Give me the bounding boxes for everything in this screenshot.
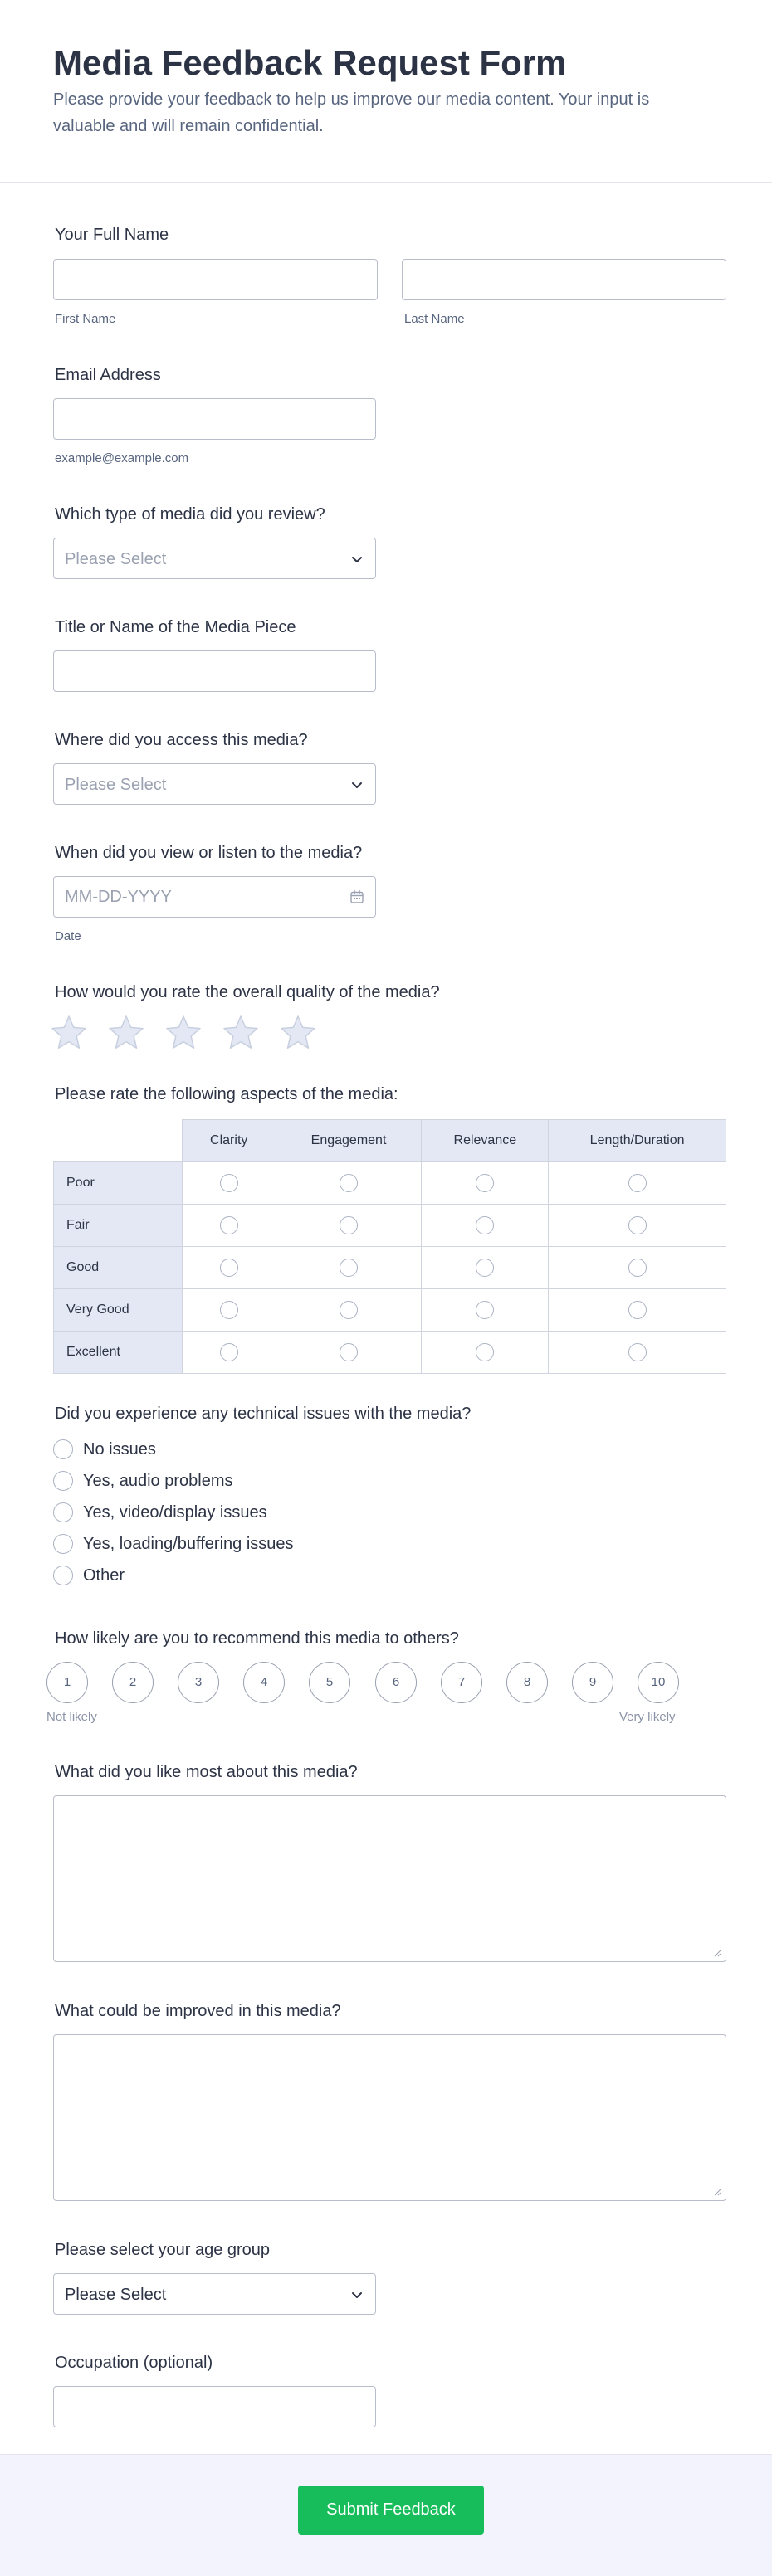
option-label: Yes, audio problems <box>83 1471 233 1490</box>
radio-button[interactable] <box>53 1534 73 1554</box>
scale-option[interactable]: 7 <box>441 1662 482 1703</box>
aspects-matrix <box>53 1119 726 1374</box>
improve-label: What could be improved in this media? <box>55 2002 341 2020</box>
matrix-radio[interactable] <box>220 1174 238 1192</box>
matrix-row-header: Excellent <box>54 1332 183 1374</box>
matrix-radio[interactable] <box>476 1259 494 1277</box>
media-type-select[interactable] <box>53 538 376 579</box>
scale-option[interactable]: 6 <box>375 1662 417 1703</box>
liked-field <box>53 1795 726 1962</box>
improve-field <box>53 2034 726 2201</box>
resize-handle-icon[interactable] <box>713 1949 721 1957</box>
access-value: Please Select <box>65 776 167 794</box>
radio-button[interactable] <box>53 1471 73 1491</box>
matrix-row-header: Very Good <box>54 1289 183 1332</box>
star-icon[interactable] <box>50 1014 88 1052</box>
star-icon[interactable] <box>222 1014 260 1052</box>
issue-option[interactable] <box>53 1560 468 1591</box>
matrix-radio[interactable] <box>476 1174 494 1192</box>
header-divider <box>0 182 772 183</box>
matrix-col-header: Relevance <box>422 1120 549 1162</box>
star-icon[interactable] <box>107 1014 145 1052</box>
rating-label: How would you rate the overall quality of the media? <box>55 983 440 1001</box>
form-description: Please provide your feedback to help us improve our media content. Your input is valuable and will remain confidential. <box>53 90 650 135</box>
matrix-radio[interactable] <box>340 1343 358 1361</box>
scale-high-label: Very likely <box>619 1710 676 1724</box>
email-input[interactable] <box>53 398 376 440</box>
scale-option[interactable]: 4 <box>243 1662 285 1703</box>
liked-label: What did you like most about this media? <box>55 1763 358 1781</box>
last-name-sublabel: Last Name <box>404 312 465 326</box>
matrix-label: Please rate the following aspects of the media: <box>55 1085 398 1103</box>
star-icon[interactable] <box>164 1014 203 1052</box>
matrix-col-header: Clarity <box>182 1120 276 1162</box>
scale-low-label: Not likely <box>46 1710 97 1724</box>
matrix-radio[interactable] <box>476 1301 494 1319</box>
chevron-down-icon <box>350 2288 364 2301</box>
first-name-sublabel: First Name <box>55 312 116 326</box>
matrix-radio[interactable] <box>476 1343 494 1361</box>
improve-textarea[interactable] <box>53 2034 726 2201</box>
chevron-down-icon <box>350 553 364 566</box>
matrix-radio[interactable] <box>340 1216 358 1234</box>
option-label: No issues <box>83 1439 156 1458</box>
scale-option[interactable]: 8 <box>506 1662 548 1703</box>
issues-label: Did you experience any technical issues with the media? <box>55 1405 472 1423</box>
form-footer <box>0 2454 772 2576</box>
matrix-radio[interactable] <box>220 1216 238 1234</box>
scale-option[interactable]: 10 <box>638 1662 679 1703</box>
radio-button[interactable] <box>53 1566 73 1585</box>
scale-option[interactable]: 5 <box>309 1662 350 1703</box>
issue-option[interactable] <box>53 1465 468 1497</box>
date-input[interactable] <box>53 876 376 918</box>
radio-button[interactable] <box>53 1502 73 1522</box>
option-label: Yes, video/display issues <box>83 1502 267 1522</box>
matrix-row <box>54 1332 726 1374</box>
option-label: Other <box>83 1566 125 1585</box>
scale-option[interactable]: 1 <box>46 1662 88 1703</box>
matrix-radio[interactable] <box>340 1259 358 1277</box>
media-type-value: Please Select <box>65 550 167 568</box>
email-sublabel: example@example.com <box>55 451 189 465</box>
form-title: Media Feedback Request Form <box>53 43 567 82</box>
date-label: When did you view or listen to the media? <box>55 844 363 862</box>
media-type-label: Which type of media did you review? <box>55 505 325 523</box>
date-sublabel: Date <box>55 929 81 943</box>
access-label: Where did you access this media? <box>55 731 308 749</box>
radio-button[interactable] <box>53 1439 73 1459</box>
matrix-radio[interactable] <box>628 1174 647 1192</box>
matrix-row-header: Poor <box>54 1162 183 1205</box>
issue-option[interactable] <box>53 1434 468 1465</box>
star-rating <box>50 1014 332 1055</box>
age-value: Please Select <box>65 2286 167 2304</box>
matrix-radio[interactable] <box>340 1174 358 1192</box>
matrix-row <box>54 1247 726 1289</box>
first-name-input[interactable] <box>53 259 378 300</box>
matrix-radio[interactable] <box>340 1301 358 1319</box>
last-name-input[interactable] <box>402 259 726 300</box>
matrix-row-header: Good <box>54 1247 183 1289</box>
matrix-radio[interactable] <box>476 1216 494 1234</box>
issues-options <box>53 1434 468 1591</box>
star-icon[interactable] <box>279 1014 317 1052</box>
matrix-row <box>54 1289 726 1332</box>
full-name-label: Your Full Name <box>55 226 169 244</box>
matrix-radio[interactable] <box>220 1301 238 1319</box>
scale-option[interactable]: 9 <box>572 1662 613 1703</box>
media-title-label: Title or Name of the Media Piece <box>55 618 296 636</box>
media-title-input[interactable] <box>53 650 376 692</box>
matrix-radio[interactable] <box>628 1301 647 1319</box>
matrix-radio[interactable] <box>628 1343 647 1361</box>
issue-option[interactable] <box>53 1497 468 1528</box>
date-field <box>53 876 376 918</box>
issue-option[interactable] <box>53 1528 468 1560</box>
age-select[interactable] <box>53 2273 376 2315</box>
occupation-label: Occupation (optional) <box>55 2354 213 2372</box>
matrix-radio[interactable] <box>628 1216 647 1234</box>
matrix-row <box>54 1205 726 1247</box>
scale-option[interactable]: 2 <box>112 1662 154 1703</box>
matrix-radio[interactable] <box>220 1259 238 1277</box>
recommend-label: How likely are you to recommend this media to others? <box>55 1629 459 1648</box>
resize-handle-icon[interactable] <box>713 2188 721 2196</box>
option-label: Yes, loading/buffering issues <box>83 1534 294 1553</box>
chevron-down-icon <box>350 778 364 791</box>
matrix-row <box>54 1162 726 1205</box>
matrix-corner <box>54 1120 183 1162</box>
calendar-icon[interactable] <box>349 889 364 904</box>
matrix-row-header: Fair <box>54 1205 183 1247</box>
scale-option[interactable]: 3 <box>178 1662 219 1703</box>
matrix-col-header: Length/Duration <box>549 1120 726 1162</box>
submit-button[interactable]: Submit Feedback <box>298 2486 484 2535</box>
access-select[interactable] <box>53 763 376 805</box>
age-label: Please select your age group <box>55 2241 271 2259</box>
occupation-input[interactable] <box>53 2386 376 2427</box>
liked-textarea[interactable] <box>53 1795 726 1962</box>
matrix-radio[interactable] <box>628 1259 647 1277</box>
matrix-radio[interactable] <box>220 1343 238 1361</box>
matrix-col-header: Engagement <box>276 1120 422 1162</box>
email-label: Email Address <box>55 366 161 384</box>
